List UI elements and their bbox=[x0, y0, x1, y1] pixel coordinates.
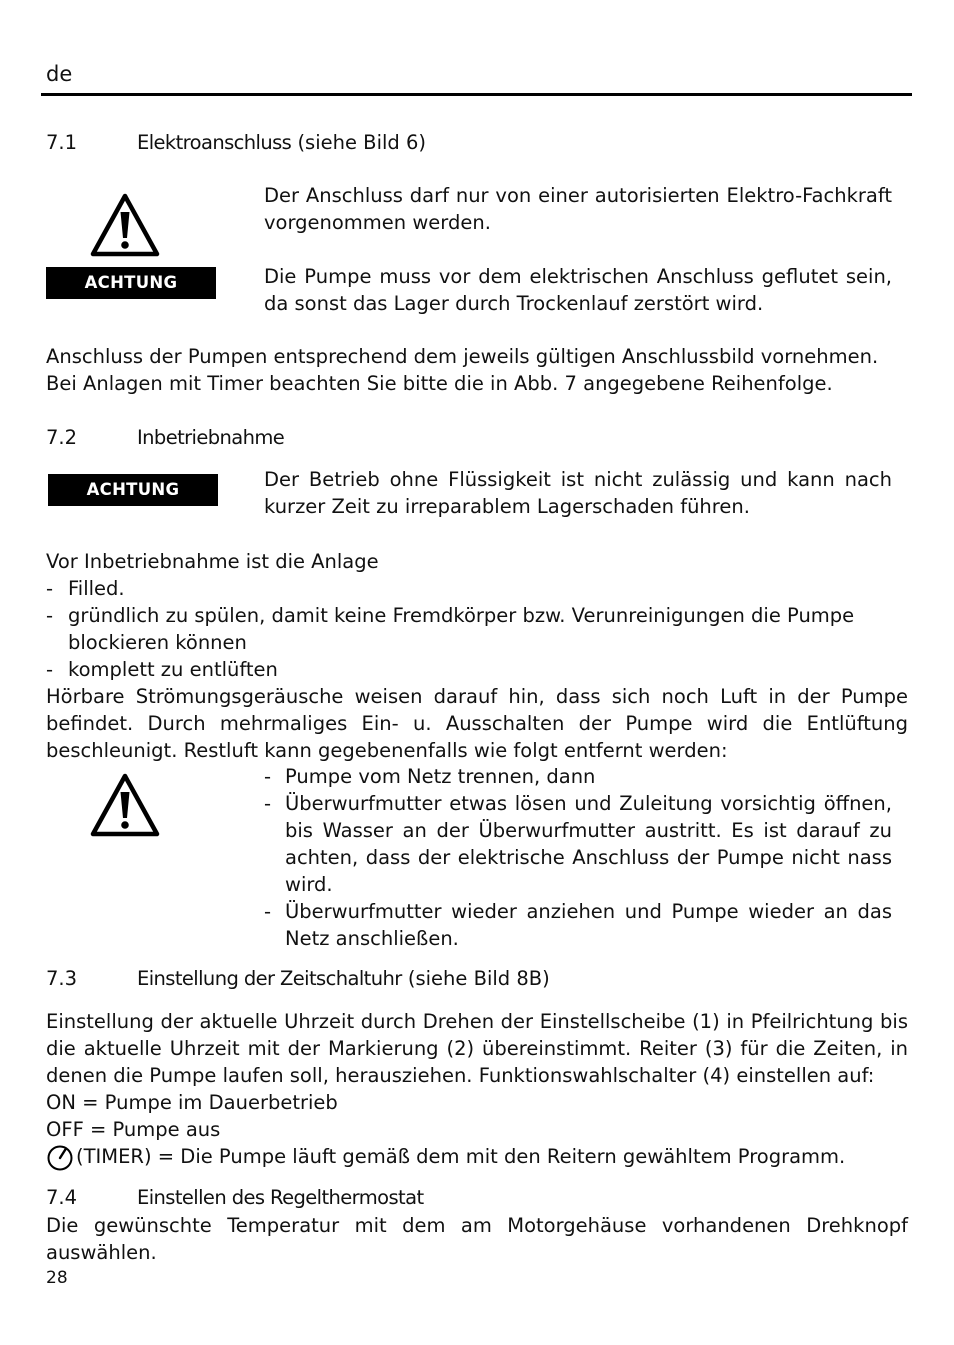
section-title: Inbetriebnahme bbox=[137, 426, 285, 449]
connection-text-2: Bei Anlagen mit Timer beachten Sie bitte die in Abb. 7 angegebene Reihenfolge. bbox=[46, 372, 833, 395]
section-7-2-heading bbox=[46, 426, 646, 453]
mode-timer: (TIMER) = Die Pumpe läuft gemäß dem mit den Reitern gewähltem Programm. bbox=[76, 1145, 846, 1168]
connection-text-1: Anschluss der Pumpen entsprechend dem jeweils gültigen Anschlussbild vornehmen. bbox=[46, 345, 879, 368]
warning-triangle-icon bbox=[89, 192, 161, 258]
list-item: - Überwurfmutter wieder anziehen und Pumpe wieder an das Netz anschließen. bbox=[264, 900, 892, 950]
list-item: - Überwurfmutter etwas lösen und Zuleitung vorsichtig öffnen, bis Wasser an der Überwurfmutter austritt. Es ist darauf zu achten, dass der elektrische Anschluss der Pumpe nicht nass wird. bbox=[264, 792, 892, 896]
warning-triangle-icon bbox=[89, 772, 161, 838]
section-title: Einstellung der Zeitschaltuhr bbox=[137, 967, 402, 990]
commissioning-intro: Vor Inbetriebnahme ist die Anlage bbox=[46, 550, 379, 573]
thermostat-paragraph: Die gewünschte Temperatur mit dem am Motorgehäuse vorhandenen Drehknopf auswählen. bbox=[46, 1214, 908, 1264]
section-title: Elektroanschluss bbox=[137, 131, 292, 154]
warning-text-2: Die Pumpe muss vor dem elektrischen Anschluss geflutet sein, da sonst das Lager durch Trockenlauf zerstört wird. bbox=[264, 265, 892, 315]
prep-list bbox=[46, 575, 856, 683]
warning-text-1: Der Anschluss darf nur von einer autorisierten Elektro-Fachkraft vorgenommen werden. bbox=[264, 184, 892, 234]
section-number: 7.2 bbox=[46, 426, 78, 449]
warning-text: Der Betrieb ohne Flüssigkeit ist nicht zulässig und kann nach kurzer Zeit zu irreparablem Lagerschaden führen. bbox=[264, 468, 892, 518]
mode-off: OFF = Pumpe aus bbox=[46, 1118, 221, 1141]
list-item: - komplett zu entlüften bbox=[46, 658, 278, 681]
mode-on: ON = Pumpe im Dauerbetrieb bbox=[46, 1091, 338, 1114]
language-code: de bbox=[46, 62, 73, 86]
list-item: - gründlich zu spülen, damit keine Fremdkörper bzw. Verunreinigungen die Pumpe blockieren können bbox=[46, 604, 855, 654]
list-item: - Pumpe vom Netz trennen, dann bbox=[264, 765, 596, 788]
section-number: 7.1 bbox=[46, 131, 78, 154]
section-number: 7.4 bbox=[46, 1186, 78, 1209]
warning-badge: ACHTUNG bbox=[46, 267, 216, 299]
section-7-3-heading bbox=[46, 967, 746, 994]
timer-clock-icon bbox=[46, 1144, 74, 1172]
header-rule bbox=[41, 93, 912, 96]
section-number: 7.3 bbox=[46, 967, 78, 990]
section-7-4-heading bbox=[46, 1186, 746, 1213]
timer-paragraph: Einstellung der aktuelle Uhrzeit durch Drehen der Einstellscheibe (1) in Pfeilrichtung bis die aktuelle Uhrzeit mit der Markierung (2) übereinstimmt. Reiter (3) für die Zeiten, in denen die Pumpe laufen soll, herausziehen. Funktionswahlschalter (4) einstellen auf: bbox=[46, 1010, 908, 1087]
list-item: - Filled. bbox=[46, 577, 125, 600]
venting-steps bbox=[264, 763, 892, 952]
section-7-1-heading bbox=[46, 131, 646, 158]
section-ref: (siehe Bild 8B) bbox=[401, 967, 550, 990]
warning-badge: ACHTUNG bbox=[48, 474, 218, 506]
venting-paragraph: Hörbare Strömungsgeräusche weisen darauf hin, dass sich noch Luft in der Pumpe befindet. Durch mehrmaliges Ein- u. Ausschalten der Pumpe wird die Entlüftung beschleunigt. Restluft kann gegebenenfalls wie folgt entfernt werden: bbox=[46, 685, 908, 762]
section-ref: (siehe Bild 6) bbox=[291, 131, 426, 154]
section-title: Einstellen des Regelthermostat bbox=[137, 1186, 424, 1209]
page-number: 28 bbox=[46, 1268, 68, 1288]
